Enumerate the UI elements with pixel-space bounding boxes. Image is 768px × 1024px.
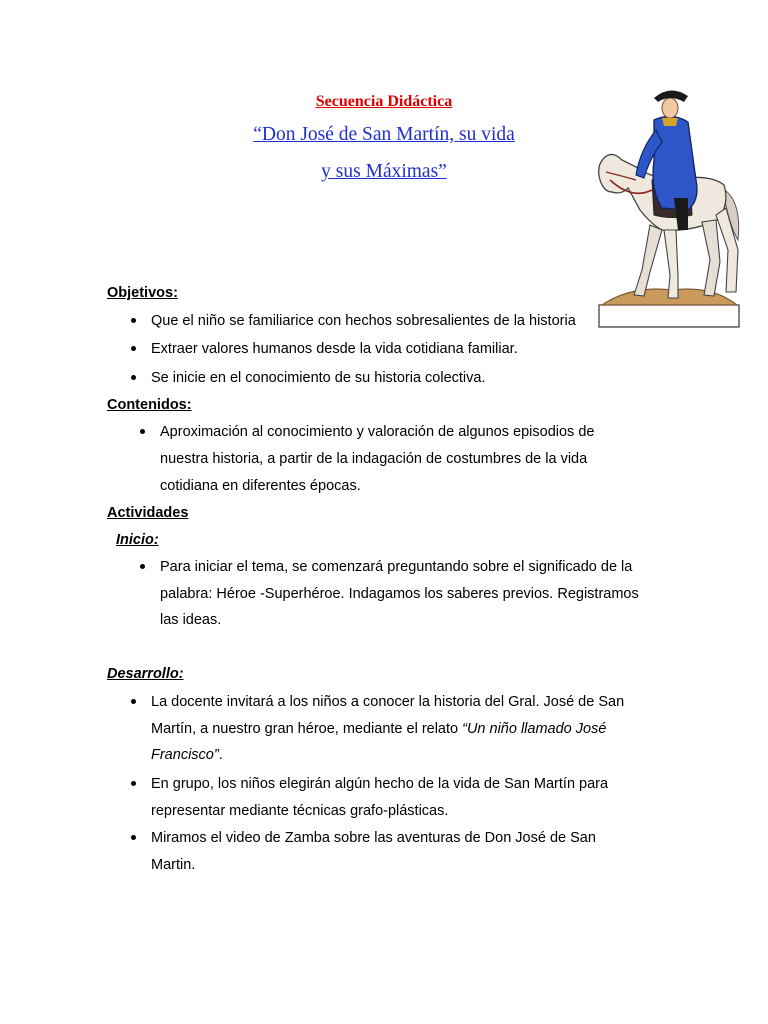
document-title-kicker: Secuencia Didáctica <box>315 93 453 110</box>
section-heading-contenidos: Contenidos: <box>107 397 192 413</box>
plain-text: . <box>218 747 223 763</box>
list-item-bullet <box>131 375 136 380</box>
san-martin-on-horse-icon <box>592 80 744 330</box>
subsection-heading-inicio: Inicio: <box>116 532 159 548</box>
list-item-bullet <box>131 835 136 840</box>
list-item-line: La docente invitará a los niños a conocer la historia del Gral. José de San <box>151 694 625 710</box>
list-item-line: Aproximación al conocimiento y valoración de algunos episodios de <box>160 424 595 440</box>
list-item-line: nuestra historia, a partir de la indagación de costumbres de la vida <box>160 451 588 467</box>
list-item-bullet <box>140 429 145 434</box>
list-item-bullet <box>131 346 136 351</box>
list-item-line: las ideas. <box>160 612 222 628</box>
list-item-bullet <box>131 781 136 786</box>
story-title-text: Francisco” <box>151 747 219 763</box>
section-heading-objetivos: Objetivos: <box>107 285 178 301</box>
list-item: Que el niño se familiarice con hechos sobresalientes de la historia <box>151 313 576 329</box>
list-item-line <box>151 721 606 737</box>
story-title-text: “Un niño llamado José <box>462 721 607 737</box>
list-item-line: palabra: Héroe -Superhéroe. Indagamos los saberes previos. Registramos <box>160 586 639 602</box>
list-item-line: Para iniciar el tema, se comenzará preguntando sobre el significado de la <box>160 559 633 575</box>
section-heading-actividades: Actividades <box>107 505 189 521</box>
list-item-line <box>151 747 223 763</box>
list-item-bullet <box>140 564 145 569</box>
list-item: Extraer valores humanos desde la vida cotidiana familiar. <box>151 341 518 357</box>
list-item-line: representar mediante técnicas grafo-plásticas. <box>151 803 449 819</box>
document-title-line-1: “Don José de San Martín, su vida <box>253 124 515 145</box>
plain-text: Martín, a nuestro gran héroe, mediante el relato <box>151 721 463 737</box>
list-item-line: En grupo, los niños elegirán algún hecho de la vida de San Martín para <box>151 776 609 792</box>
list-item-line: Miramos el video de Zamba sobre las aventuras de Don José de San <box>151 830 596 846</box>
list-item-bullet <box>131 699 136 704</box>
list-item-line: cotidiana en diferentes épocas. <box>160 478 361 494</box>
document-title-line-2: y sus Máximas” <box>321 161 447 182</box>
list-item-line: Martin. <box>151 857 196 873</box>
subsection-heading-desarrollo: Desarrollo: <box>107 666 184 682</box>
list-item-bullet <box>131 318 136 323</box>
list-item: Se inicie en el conocimiento de su historia colectiva. <box>151 370 486 386</box>
